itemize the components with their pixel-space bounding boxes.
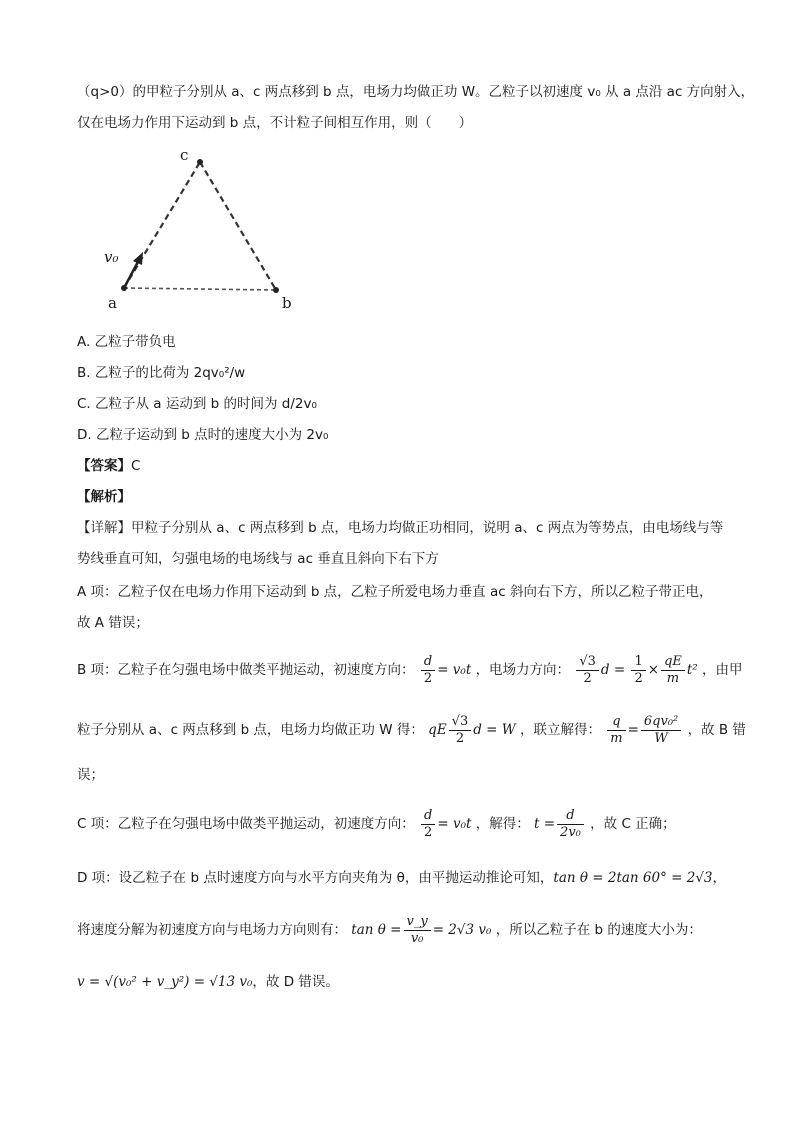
frac-sqrt3-over-2-b: $\frac{√3}{2}$ (449, 714, 472, 747)
velocity-arrow-head (133, 252, 143, 265)
eq-d: d = (600, 662, 626, 678)
item-d-text-1: D 项：设乙粒子在 b 点时速度方向与水平方向夹角为 θ，由平抛运动推论可知， (77, 870, 554, 886)
analysis-label: 【解析】 (77, 489, 131, 505)
item-a-line-1: A 项：乙粒子仅在电场力作用下运动到 b 点，乙粒子所爱电场力垂直 ac 斜向右下方，所以乙粒子带正电， (77, 584, 713, 600)
eq-tan-theta: tan θ = 2tan 60° = 2√3 (553, 870, 713, 886)
answer-label: 【答案】 (77, 458, 131, 474)
item-d-text-2: ， (712, 870, 727, 886)
item-b-text-2: ，电场力方向： (475, 662, 571, 678)
point-c (197, 159, 203, 165)
item-b-text-1: B 项：乙粒子在匀强电场中做类平抛运动，初速度方向： (77, 662, 415, 678)
question-line-2: 仅在电场力作用下运动到 b 点，不计粒子间相互作用，则（ ） (77, 115, 473, 131)
option-a: A. 乙粒子带负电 (77, 334, 176, 350)
item-b-text-3: ，由甲 (702, 662, 743, 678)
item-d-text-5: ，故 D 错误。 (252, 974, 339, 990)
question-line-1: （q>0）的甲粒子分别从 a、c 两点移到 b 点，电场力均做正功 W。乙粒子以初速度 v₀ 从 a 点沿 ac 方向射入， (77, 84, 755, 100)
eq-v0t-c: = v₀t (437, 816, 472, 832)
item-c-text-2: ，解得： (475, 816, 530, 832)
eq-tan: tan θ = (351, 922, 402, 938)
edge-cb (200, 162, 276, 290)
label-v0: v₀ (104, 248, 119, 266)
item-c-line (77, 806, 676, 842)
label-a: a (108, 294, 117, 312)
frac-d-over-2: $\frac{d}{2}$ (421, 654, 435, 687)
eq-dW: d = W (473, 722, 516, 738)
item-c-text-1: C 项：乙粒子在匀强电场中做类平抛运动，初速度方向： (77, 816, 415, 832)
option-d: D. 乙粒子运动到 b 点时的速度大小为 2v₀ (77, 427, 329, 443)
detail-line-2: 势线垂直可知，匀强电场的电场线与 ac 垂直且斜向下右下方 (77, 551, 439, 567)
item-b-text-6: ，故 B 错 (687, 722, 746, 738)
frac-d-over-2v0: $\frac{d}{\text{2v₀}}$ (557, 808, 584, 841)
eq-qE: qE (428, 722, 447, 738)
item-a-line-2: 故 A 错误； (77, 615, 149, 631)
label-c: c (180, 146, 189, 164)
item-d-text-3: 将速度分解为初速度方向与电场力方向则有： (77, 922, 347, 938)
option-c: C. 乙粒子从 a 运动到 b 的时间为 d/2v₀ (77, 396, 317, 412)
item-b-text-5: ，联立解得： (519, 722, 601, 738)
eq-v-magnitude: v = √(v₀² + v_y²) = √13 v₀ (77, 974, 253, 990)
answer-line (77, 456, 140, 476)
item-c-text-3: ，故 C 正确； (590, 816, 676, 832)
eq-v0t: = v₀t (437, 662, 472, 678)
frac-q-over-m: $\frac{q}{m}$ (607, 714, 625, 747)
point-b (273, 287, 279, 293)
eq-sign: = (627, 722, 639, 738)
triangle-diagram (100, 148, 310, 320)
item-d-line-1 (77, 868, 726, 888)
frac-vy-over-v0: $\frac{v\_y}{\text{v₀}}$ (404, 914, 431, 947)
point-a (121, 285, 127, 291)
detail-line-1: 【详解】甲粒子分别从 a、c 两点移到 b 点，电场力均做正功相同，说明 a、c 两点为等势点，由电场线与等 (77, 520, 724, 536)
item-d-text-4: ，所以乙粒子在 b 的速度大小为： (495, 922, 702, 938)
frac-one-half: $\frac{1}{2}$ (631, 654, 645, 687)
triangle-figure (100, 148, 310, 320)
edge-ab (124, 288, 276, 290)
frac-6qv0-over-W: $\frac{\text{6qv₀²}}{W}$ (641, 714, 681, 747)
item-b-line-1 (77, 652, 743, 688)
label-b: b (282, 294, 292, 312)
item-b-text-4: 粒子分别从 a、c 两点移到 b 点，电场力均做正功 W 得： (77, 722, 424, 738)
answer-value: C (131, 458, 141, 474)
item-b-line-2 (77, 712, 746, 748)
frac-qE-over-m: $\frac{qE}{m}$ (661, 654, 685, 687)
times-sign: × (647, 662, 660, 678)
option-b: B. 乙粒子的比荷为 2qv₀²/w (77, 365, 246, 381)
item-d-line-2 (77, 912, 702, 948)
eq-t: t = (534, 816, 556, 832)
frac-sqrt3-over-2: $\frac{√3}{2}$ (576, 654, 599, 687)
item-d-line-3 (77, 972, 339, 992)
eq-2sqrt3v0: = 2√3 v₀ (432, 922, 492, 938)
frac-d-over-2-c: $\frac{d}{2}$ (421, 808, 435, 841)
item-b-line-3: 误； (77, 767, 104, 783)
eq-t2: t² (686, 662, 698, 678)
